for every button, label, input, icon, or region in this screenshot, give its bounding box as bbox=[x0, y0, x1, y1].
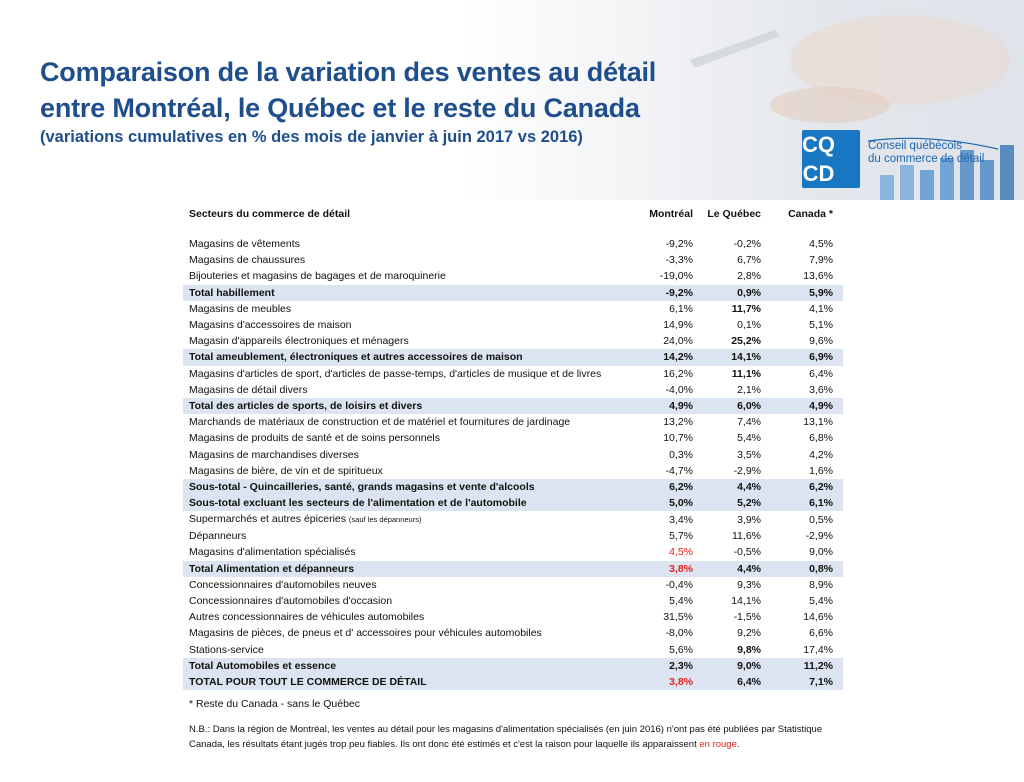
sector-label bbox=[183, 658, 635, 674]
value-canada: 5,9% bbox=[771, 285, 843, 301]
sector-label bbox=[183, 625, 635, 641]
value-canada: 5,1% bbox=[809, 319, 833, 332]
value-montreal: -19,0% bbox=[659, 270, 693, 283]
value-montreal: 16,2% bbox=[663, 367, 693, 380]
sector-label-text: Magasins de pièces, de pneus et d' accessoires pour véhicules automobiles bbox=[189, 627, 542, 640]
table-row bbox=[183, 430, 843, 446]
value-montreal: 5,0% bbox=[635, 495, 703, 511]
sector-label-text: Total Alimentation et dépanneurs bbox=[189, 562, 355, 575]
sector-label-text: Magasins de marchandises diverses bbox=[189, 448, 359, 461]
value-quebec: 4,4% bbox=[703, 561, 771, 577]
table-row bbox=[183, 609, 843, 625]
sector-label bbox=[183, 236, 635, 252]
title-line-2: entre Montréal, le Québec et le reste du Canada bbox=[40, 93, 640, 123]
value-canada: 4,9% bbox=[771, 398, 843, 414]
value-montreal: 5,6% bbox=[669, 643, 693, 656]
sector-label-text: Magasins d'articles de sport, d'articles de passe-temps, d'articles de musique et de livres bbox=[189, 367, 602, 380]
value-montreal: 3,8% bbox=[635, 674, 703, 690]
value-quebec: 6,4% bbox=[703, 674, 771, 690]
value-quebec: -0,2% bbox=[733, 238, 761, 251]
value-canada: 4,1% bbox=[809, 302, 833, 315]
table-total-row bbox=[183, 561, 843, 577]
sector-label-text: TOTAL POUR TOUT LE COMMERCE DE DÉTAIL bbox=[189, 675, 427, 688]
value-montreal: 4,9% bbox=[635, 398, 703, 414]
value-montreal: 5,7% bbox=[669, 530, 693, 543]
title-line-1: Comparaison de la variation des ventes au détail bbox=[40, 57, 657, 87]
sector-label-text: Magasins d'alimentation spécialisés bbox=[189, 546, 356, 559]
value-quebec: 11,7% bbox=[731, 302, 761, 315]
table-total-row bbox=[183, 658, 843, 674]
sector-label-text: Bijouteries et magasins de bagages et de maroquinerie bbox=[189, 270, 446, 283]
value-quebec: 7,4% bbox=[737, 416, 761, 429]
value-canada: 8,9% bbox=[809, 578, 833, 591]
value-montreal: -8,0% bbox=[665, 627, 693, 640]
header-banner bbox=[0, 0, 1024, 200]
sector-label bbox=[183, 252, 635, 268]
table-row bbox=[183, 366, 843, 382]
cqcd-logo bbox=[802, 130, 860, 188]
value-quebec: 6,7% bbox=[737, 254, 761, 267]
value-quebec: -2,9% bbox=[733, 464, 761, 477]
value-quebec: 3,5% bbox=[737, 448, 761, 461]
value-canada: 7,9% bbox=[809, 254, 833, 267]
value-canada: 6,2% bbox=[771, 479, 843, 495]
sector-label-text: Magasins de meubles bbox=[189, 302, 292, 315]
column-header-sector: Secteurs du commerce de détail bbox=[189, 208, 351, 220]
value-montreal: -0,4% bbox=[665, 578, 693, 591]
sector-label bbox=[183, 366, 635, 382]
sector-label-text: Magasins d'accessoires de maison bbox=[189, 319, 352, 332]
table-row bbox=[183, 463, 843, 479]
value-quebec: 3,9% bbox=[737, 513, 761, 526]
value-montreal: 2,3% bbox=[635, 658, 703, 674]
sector-label-text: Total des articles de sports, de loisirs et divers bbox=[189, 399, 423, 412]
value-canada: 13,6% bbox=[803, 270, 833, 283]
sector-label bbox=[183, 511, 635, 528]
logo-text bbox=[868, 140, 1018, 166]
sector-label bbox=[183, 398, 635, 414]
sector-label-text: Stations-service bbox=[189, 643, 264, 656]
sector-label bbox=[183, 349, 635, 365]
value-canada: 6,1% bbox=[771, 495, 843, 511]
sector-label bbox=[183, 528, 635, 544]
sector-label-text: Supermarchés et autres épiceries bbox=[189, 513, 346, 526]
page-subtitle: (variations cumulatives en % des mois de janvier à juin 2017 vs 2016) bbox=[40, 128, 583, 146]
column-header-montreal: Montréal bbox=[649, 208, 693, 220]
value-canada: 6,4% bbox=[809, 367, 833, 380]
sector-label bbox=[183, 317, 635, 333]
value-canada: 11,2% bbox=[771, 658, 843, 674]
value-quebec: 5,2% bbox=[703, 495, 771, 511]
value-quebec: -1,5% bbox=[733, 611, 761, 624]
value-canada: 14,6% bbox=[803, 611, 833, 624]
sector-label-text: Dépanneurs bbox=[189, 530, 247, 543]
value-quebec: -0,5% bbox=[733, 546, 761, 559]
footnote: * Reste du Canada - sans le Québec bbox=[189, 698, 361, 710]
sector-label bbox=[183, 382, 635, 398]
value-quebec: 11,6% bbox=[732, 530, 761, 543]
value-canada: 4,5% bbox=[809, 238, 833, 251]
table-row bbox=[183, 268, 843, 284]
value-montreal: -4,7% bbox=[665, 464, 693, 477]
value-quebec: 0,1% bbox=[737, 319, 761, 332]
value-quebec: 6,0% bbox=[703, 398, 771, 414]
nb-note-text: N.B.: Dans la région de Montréal, les ventes au détail pour les magasins d'alimentation spécialisés (en juin 2016) n'ont pas été publiées par Statistique Canada, les résultats étant jugés trop peu fiables. Ils ont donc été estimés et c'est la raison pour laquelle ils apparaissent bbox=[189, 724, 823, 750]
table-row bbox=[183, 625, 843, 641]
sector-label bbox=[183, 285, 635, 301]
value-quebec: 14,1% bbox=[731, 595, 761, 608]
table-row bbox=[183, 544, 843, 560]
value-canada: 9,6% bbox=[809, 335, 833, 348]
table-total-row bbox=[183, 674, 843, 690]
table-total-row bbox=[183, 285, 843, 301]
value-canada: 7,1% bbox=[771, 674, 843, 690]
sector-label-text: Concessionnaires d'automobiles neuves bbox=[189, 578, 377, 591]
value-montreal: 6,2% bbox=[635, 479, 703, 495]
value-canada: 13,1% bbox=[803, 416, 833, 429]
table-row bbox=[183, 446, 843, 462]
value-montreal: 4,5% bbox=[669, 546, 693, 559]
sector-label-text: Sous-total - Quincailleries, santé, grands magasins et vente d'alcools bbox=[189, 480, 535, 493]
sector-label bbox=[183, 642, 635, 658]
value-montreal: 6,1% bbox=[669, 302, 693, 315]
sector-label bbox=[183, 561, 635, 577]
sector-label bbox=[183, 414, 635, 430]
value-montreal: -9,2% bbox=[665, 238, 693, 251]
table-row bbox=[183, 528, 843, 544]
table-row bbox=[183, 511, 843, 528]
table-row bbox=[183, 382, 843, 398]
table-row bbox=[183, 577, 843, 593]
sector-label-text: Magasins de bière, de vin et de spiritueux bbox=[189, 464, 383, 477]
table-row bbox=[183, 301, 843, 317]
value-montreal: 14,9% bbox=[663, 319, 693, 332]
value-quebec: 2,1% bbox=[737, 383, 761, 396]
logo-text-line-2: du commerce de détail bbox=[868, 153, 985, 165]
sector-label bbox=[183, 446, 635, 462]
table-header-row bbox=[183, 200, 843, 228]
value-montreal: 31,5% bbox=[663, 611, 693, 624]
table-spacer-row bbox=[183, 228, 843, 236]
value-quebec: 9,3% bbox=[737, 578, 761, 591]
table-row bbox=[183, 236, 843, 252]
sector-label-note: (sauf les dépanneurs) bbox=[348, 515, 422, 525]
table-row bbox=[183, 333, 843, 349]
sector-label bbox=[183, 463, 635, 479]
nb-note bbox=[189, 722, 839, 752]
value-montreal: 14,2% bbox=[635, 349, 703, 365]
sector-label-text: Marchands de matériaux de construction et de matériel et fournitures de jardinage bbox=[189, 416, 571, 429]
value-montreal: 3,8% bbox=[635, 561, 703, 577]
table-total-row bbox=[183, 479, 843, 495]
table-row bbox=[183, 317, 843, 333]
sector-label-text: Magasins de vêtements bbox=[189, 238, 300, 251]
column-header-canada: Canada * bbox=[788, 208, 833, 220]
sector-label-text: Magasins de produits de santé et de soins personnels bbox=[189, 432, 440, 445]
sector-label bbox=[183, 495, 635, 511]
column-header-quebec: Le Québec bbox=[707, 208, 761, 220]
table-row bbox=[183, 252, 843, 268]
table-row bbox=[183, 593, 843, 609]
value-quebec: 4,4% bbox=[703, 479, 771, 495]
table-row bbox=[183, 414, 843, 430]
sales-variation-table bbox=[183, 200, 843, 690]
value-canada: 3,6% bbox=[809, 383, 833, 396]
value-canada: 0,5% bbox=[809, 513, 833, 526]
sector-label bbox=[183, 577, 635, 593]
sector-label bbox=[183, 674, 635, 690]
sector-label-text: Total habillement bbox=[189, 286, 275, 299]
sector-label bbox=[183, 430, 635, 446]
value-quebec: 11,1% bbox=[731, 367, 761, 380]
value-montreal: 24,0% bbox=[663, 335, 693, 348]
logo-letters-bottom: CD bbox=[802, 161, 835, 186]
nb-note-red-text: en rouge bbox=[699, 739, 737, 750]
value-canada: 9,0% bbox=[809, 546, 833, 559]
value-quebec: 5,4% bbox=[737, 432, 761, 445]
value-montreal: 13,2% bbox=[663, 416, 693, 429]
value-quebec: 9,2% bbox=[737, 627, 761, 640]
sector-label-text: Sous-total excluant les secteurs de l'alimentation et de l'automobile bbox=[189, 497, 527, 510]
sector-label-text: Total Automobiles et essence bbox=[189, 659, 337, 672]
value-montreal: -4,0% bbox=[665, 383, 693, 396]
value-quebec: 0,9% bbox=[703, 285, 771, 301]
sector-label-text: Magasin d'appareils électroniques et ménagers bbox=[189, 335, 409, 348]
sector-label bbox=[183, 593, 635, 609]
value-canada: 4,2% bbox=[809, 448, 833, 461]
logo-letters-top: CQ bbox=[802, 132, 835, 157]
sector-label-text: Total ameublement, électroniques et autres accessoires de maison bbox=[189, 351, 523, 364]
sector-label-text: Concessionnaires d'automobiles d'occasion bbox=[189, 595, 393, 608]
sector-label bbox=[183, 268, 635, 284]
sector-label bbox=[183, 544, 635, 560]
value-canada: 1,6% bbox=[809, 464, 833, 477]
sector-label-text: Magasins de chaussures bbox=[189, 254, 306, 267]
table-total-row bbox=[183, 398, 843, 414]
value-canada: 5,4% bbox=[809, 595, 833, 608]
value-montreal: 10,7% bbox=[663, 432, 693, 445]
value-montreal: -3,3% bbox=[665, 254, 693, 267]
sector-label-text: Autres concessionnaires de véhicules automobiles bbox=[189, 611, 425, 624]
value-montreal: 5,4% bbox=[669, 595, 693, 608]
sector-label bbox=[183, 479, 635, 495]
value-montreal: 0,3% bbox=[669, 448, 693, 461]
value-canada: 17,4% bbox=[803, 643, 833, 656]
table-total-row bbox=[183, 349, 843, 365]
sales-variation-table-container bbox=[183, 200, 843, 690]
value-canada: 6,9% bbox=[771, 349, 843, 365]
value-quebec: 14,1% bbox=[703, 349, 771, 365]
sector-label bbox=[183, 609, 635, 625]
sector-label-text: Magasins de détail divers bbox=[189, 383, 308, 396]
value-quebec: 9,8% bbox=[737, 643, 761, 656]
value-quebec: 25,2% bbox=[731, 335, 761, 348]
value-montreal: 3,4% bbox=[669, 513, 693, 526]
value-montreal: -9,2% bbox=[635, 285, 703, 301]
table-row bbox=[183, 642, 843, 658]
value-quebec: 2,8% bbox=[737, 270, 761, 283]
table-body bbox=[183, 228, 843, 690]
sector-label bbox=[183, 301, 635, 317]
page-title bbox=[40, 54, 656, 126]
sector-label bbox=[183, 333, 635, 349]
value-canada: 6,6% bbox=[809, 627, 833, 640]
nb-note-end: . bbox=[736, 739, 740, 750]
table-total-row bbox=[183, 495, 843, 511]
value-canada: 0,8% bbox=[771, 561, 843, 577]
value-canada: 6,8% bbox=[809, 432, 833, 445]
value-quebec: 9,0% bbox=[703, 658, 771, 674]
value-canada: -2,9% bbox=[805, 530, 833, 543]
logo-text-line-1: Conseil québécois bbox=[868, 140, 962, 152]
